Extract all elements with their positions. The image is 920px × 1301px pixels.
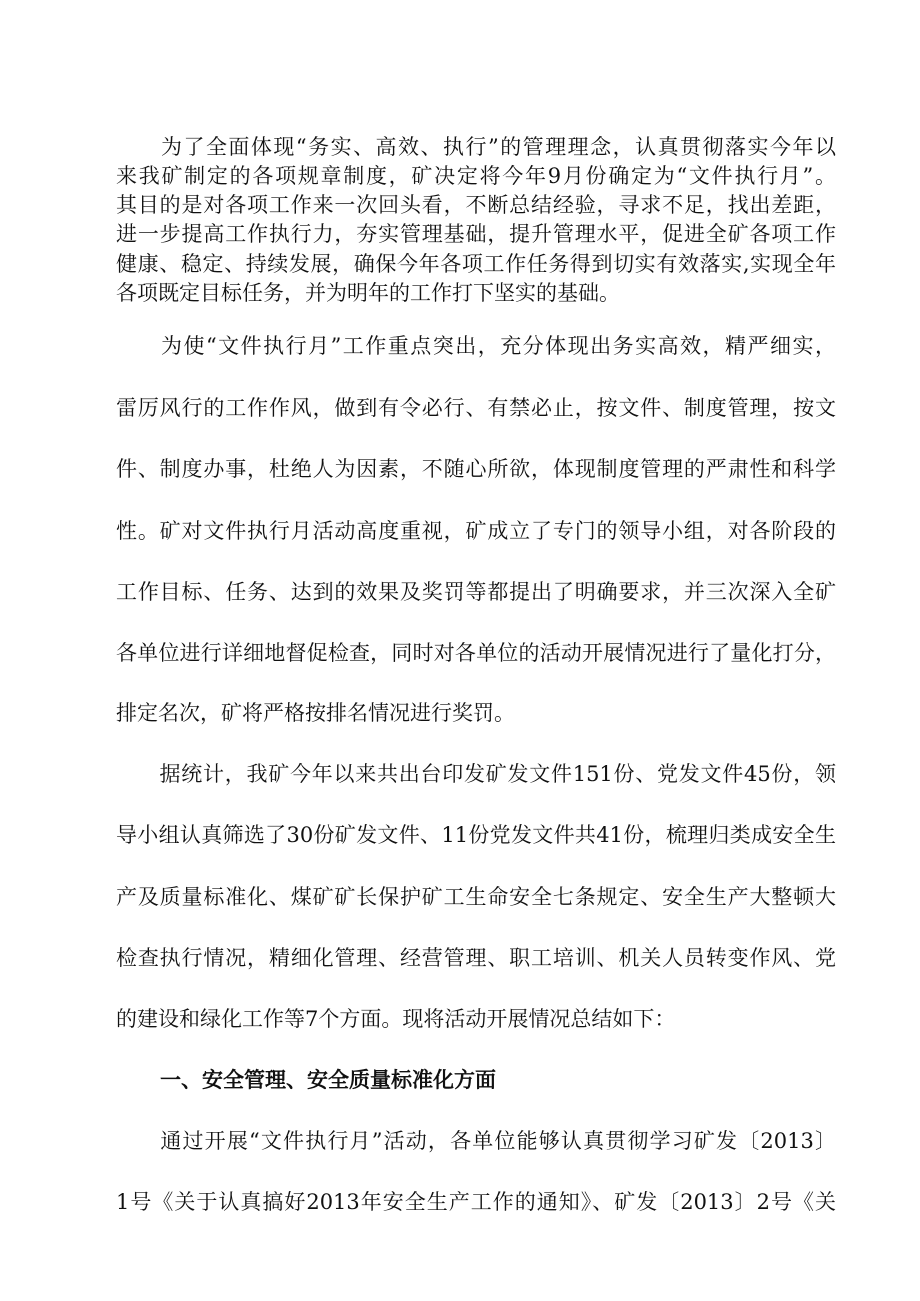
text-line: 通过开展“文件执行月”活动，各单位能够认真贯彻学习矿发〔2013〕 (116, 1129, 836, 1153)
text-line: 据统计，我矿今年以来共出台印发矿发文件151份、党发文件45份，领 (116, 762, 836, 786)
text-line: 健康、稳定、持续发展，确保今年各项工作任务得到切实有效落实,实现全年 (116, 252, 836, 276)
text-line: 进一步提高工作执行力，夯实管理基础，提升管理水平，促进全矿各项工作 (116, 222, 836, 246)
text-line: 性。矿对文件执行月活动高度重视，矿成立了专门的领导小组，对各阶段的 (116, 519, 836, 543)
text-line: 其目的是对各项工作来一次回头看，不断总结经验，寻求不足，找出差距， (116, 193, 836, 217)
text-line: 各单位进行详细地督促检查，同时对各单位的活动开展情况进行了量化打分， (116, 641, 836, 665)
text-line: 为使“文件执行月”工作重点突出，充分体现出务实高效，精严细实， (116, 334, 836, 358)
text-line: 导小组认真筛选了30份矿发文件、11份党发文件共41份，梳理归类成安全生 (116, 823, 836, 847)
text-line: 来我矿制定的各项规章制度，矿决定将今年9月份确定为“文件执行月”。 (116, 164, 836, 188)
text-line: 的建设和绿化工作等7个方面。现将活动开展情况总结如下： (116, 1007, 676, 1031)
text-line: 雷厉风行的工作作风，做到有令必行、有禁必止，按文件、制度管理，按文 (116, 396, 836, 420)
section-heading: 一、安全管理、安全质量标准化方面 (160, 1068, 496, 1092)
text-line: 各项既定目标任务，并为明年的工作打下坚实的基础。 (116, 281, 620, 305)
text-line: 工作目标、任务、达到的效果及奖罚等都提出了明确要求，并三次深入全矿 (116, 580, 836, 604)
text-line: 检查执行情况，精细化管理、经营管理、职工培训、机关人员转变作风、党 (116, 946, 836, 970)
text-line: 件、制度办事，杜绝人为因素，不随心所欲，体现制度管理的严肃性和科学 (116, 457, 836, 481)
text-line: 1号《关于认真搞好2013年安全生产工作的通知》、矿发〔2013〕2号《关 (116, 1190, 836, 1214)
text-line: 为了全面体现“务实、高效、执行”的管理理念，认真贯彻落实今年以 (116, 135, 836, 159)
text-line: 排定名次，矿将严格按排名情况进行奖罚。 (116, 701, 515, 725)
text-line: 产及质量标准化、煤矿矿长保护矿工生命安全七条规定、安全生产大整顿大 (116, 885, 836, 909)
